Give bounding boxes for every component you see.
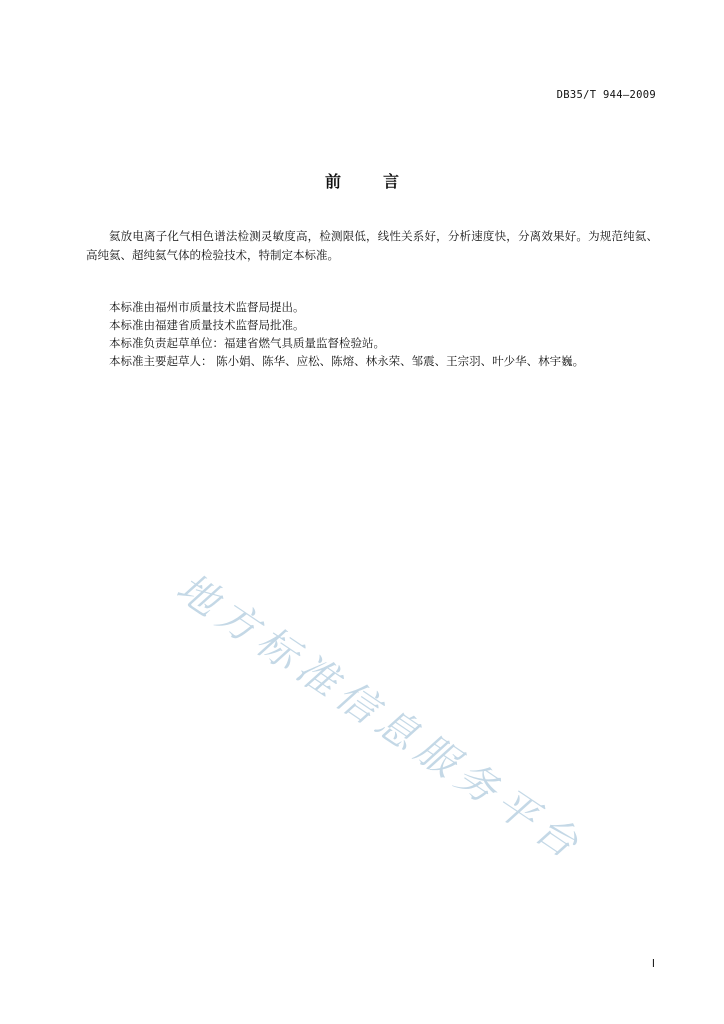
drafting-unit-line: 本标准负责起草单位：福建省燃气具质量监督检验站。: [109, 336, 385, 350]
intro-paragraph: 氦放电离子化气相色谱法检测灵敏度高，检测限低，线性关系好，分析速度快，分离效果好。为规范纯氦、高纯氦、超纯氦气体的检验技术，特制定本标准。: [86, 229, 658, 262]
watermark: 地方标准信息服务平台: [168, 564, 592, 872]
section-heading: [0, 169, 724, 192]
page-number: I: [651, 958, 655, 970]
heading-char-2: 言: [383, 171, 400, 191]
drafters-line: 本标准主要起草人： 陈小娟、陈华、应松、陈熔、林永荣、邹震、王宗羽、叶少华、林宇巍。: [109, 354, 585, 368]
approver-line: 本标准由福建省质量技术监督局批准。: [109, 318, 305, 332]
heading-char-1: 前: [324, 171, 341, 191]
proposer-line: 本标准由福州市质量技术监督局提出。: [109, 300, 305, 314]
drafting-info-list: [109, 298, 669, 370]
standard-code: DB35/T 944—2009: [556, 89, 656, 101]
